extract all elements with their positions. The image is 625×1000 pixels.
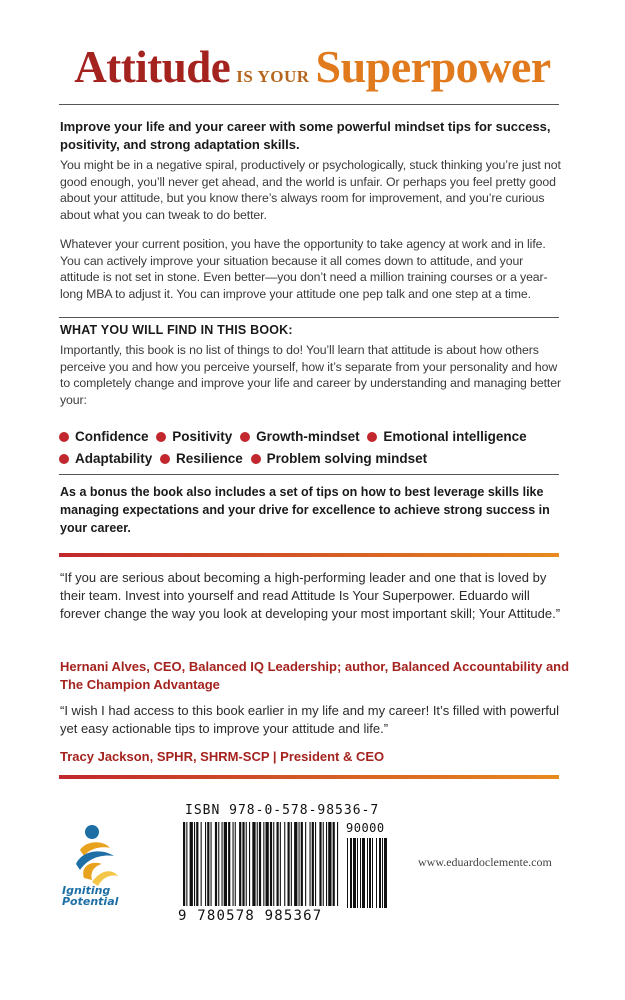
barcode-addon-bar <box>357 838 358 908</box>
barcode-bar <box>280 822 281 906</box>
barcode-bar <box>337 822 338 906</box>
bullet-item: Emotional intelligence <box>367 425 526 449</box>
section-intro: Importantly, this book is no list of things to do! You’ll learn that attitude is about how others perceive you and how you perceive yourself, how it’s separate from your personality and how to completely change and improve your life and career by understanding and managing better your: <box>60 343 561 407</box>
testimonial-quote-2: “I wish I had access to this book earlier in my life and my career! It’s filled with powerful yet easy actionable tips to improve your attitude and life.” <box>60 703 560 736</box>
paragraph-1: You might be in a negative spiral, productively or psychologically, stuck thinking you’re just not good enough, you’ll never get ahead, and the world is unfair. Or perhaps you feel pretty good about your attitude, but you know there’s always room for improvement, and you’re curious about what you can tweak to do better. <box>60 158 561 222</box>
barcode-bar <box>242 822 244 906</box>
barcode-bar <box>333 822 335 906</box>
bullet-dot-icon <box>156 432 166 442</box>
bullet-dot-icon <box>367 432 377 442</box>
title-is-your: IS YOUR <box>236 67 310 86</box>
barcode-bar <box>270 822 272 906</box>
barcode-addon-bar <box>350 838 352 908</box>
barcode-bar <box>328 822 331 906</box>
barcode-bar <box>288 822 290 906</box>
barcode-bar <box>224 822 227 906</box>
title-attitude: Attitude <box>74 42 231 92</box>
bullet-item: Adaptability <box>59 447 152 471</box>
barcode-addon-bar <box>362 838 365 908</box>
barcode-bar <box>183 822 185 906</box>
bullet-dot-icon <box>240 432 250 442</box>
testimonials-top-rule <box>59 553 559 557</box>
barcode-bar <box>315 822 316 906</box>
barcode-bar <box>263 822 264 906</box>
barcode-addon-bar <box>347 838 348 908</box>
barcode-bar <box>211 822 212 906</box>
isbn-label: ISBN 978-0-578-98536-7 <box>185 803 380 818</box>
bullet-item: Problem solving mindset <box>251 447 428 471</box>
barcode-bar <box>194 822 195 906</box>
barcode-bar <box>291 822 292 906</box>
barcode-addon-bar <box>379 838 381 908</box>
barcode-bar <box>233 822 234 906</box>
barcode-bar <box>228 822 230 906</box>
book-title <box>0 40 625 110</box>
bullet-item: Growth-mindset <box>240 425 360 449</box>
barcode-bar <box>284 822 285 906</box>
barcode-bar <box>201 822 202 906</box>
publisher-name: Igniting Potential <box>62 884 119 908</box>
barcode-bar <box>326 822 327 906</box>
title-divider <box>59 104 559 105</box>
barcode-bar <box>186 822 187 906</box>
bullet-dot-icon <box>251 454 261 464</box>
bullet-dot-icon <box>59 454 69 464</box>
barcode-bar <box>319 822 321 906</box>
barcode-bar <box>294 822 297 906</box>
website-url: www.eduardoclemente.com <box>418 855 552 869</box>
price-code: 90000 <box>346 821 385 835</box>
barcode-bar <box>259 822 261 906</box>
barcode-bar <box>218 822 219 906</box>
paragraph-2: Whatever your current position, you have the opportunity to take agency at work and in life. You can actively improve your situation because it all comes down to attitude, and your attitude is not set in stone. Even better—you don’t need a million training courses or a year-long MBA to adjust it. You can improve your attitude one pep talk and one step at a time. <box>60 237 548 301</box>
barcode-bar <box>190 822 193 906</box>
testimonial-quote-1: “If you are serious about becoming a high-performing leader and one that is loved by their team. Invest into yourself and read Attitude Is Your Superpower. Eduardo will forever change the way you look at developing your most important skill; Your Attitude.” <box>60 570 561 621</box>
barcode-addon-bar <box>367 838 368 908</box>
isbn-digits: 9 780578 985367 <box>178 908 323 924</box>
bullet-dot-icon <box>59 432 69 442</box>
barcode-bar <box>257 822 258 906</box>
bullet-row-2 <box>59 447 569 472</box>
barcode-addon-bar <box>360 838 361 908</box>
lead-text: Improve your life and your career with some powerful mindset tips for success, positivity, and strong adaptation skills. <box>60 119 551 152</box>
barcode-bar <box>323 822 324 906</box>
bonus-text: As a bonus the book also includes a set of tips on how to best leverage skills like managing expectations and your drive for excellence to achieve strong success in your career. <box>60 485 550 535</box>
barcode-bar <box>310 822 311 906</box>
barcode-addon-bar <box>353 838 356 908</box>
bullet-item: Resilience <box>160 447 243 471</box>
barcode-bar <box>239 822 241 906</box>
barcode-bar <box>299 822 300 906</box>
barcode-bar <box>305 822 306 906</box>
barcode-bar <box>301 822 303 906</box>
barcode-bar <box>235 822 236 906</box>
barcode-bar <box>252 822 255 906</box>
barcode-addon-bar <box>382 838 383 908</box>
bullet-dot-icon <box>160 454 170 464</box>
title-superpower: Superpower <box>315 41 551 92</box>
barcode-addon-bar <box>384 838 387 908</box>
testimonial-author-1: Hernani Alves, CEO, Balanced IQ Leadership; author, Balanced Accountability and The Champion Advantage <box>60 659 570 692</box>
testimonials-bottom-rule <box>59 775 559 779</box>
barcode-bar <box>222 822 223 906</box>
barcode-bar <box>246 822 247 906</box>
barcode-bar <box>207 822 209 906</box>
bullet-item: Confidence <box>59 425 149 449</box>
section-divider <box>59 317 559 318</box>
barcode-bar <box>273 822 274 906</box>
bullets-divider <box>59 474 559 475</box>
section-heading: WHAT YOU WILL FIND IN THIS BOOK: <box>60 323 293 337</box>
barcode-bar <box>249 822 250 906</box>
barcode-bar <box>205 822 206 906</box>
barcode-bar <box>312 822 314 906</box>
barcode-bar <box>266 822 269 906</box>
barcode-addon-bar <box>372 838 373 908</box>
barcode-bar <box>196 822 198 906</box>
barcode-bar <box>215 822 217 906</box>
barcode-bar <box>277 822 279 906</box>
barcode-addon-bar <box>376 838 377 908</box>
barcode-addon-bar <box>369 838 371 908</box>
bullet-item: Positivity <box>156 425 232 449</box>
testimonial-author-2: Tracy Jackson, SPHR, SHRM-SCP | President & CEO <box>60 749 385 764</box>
